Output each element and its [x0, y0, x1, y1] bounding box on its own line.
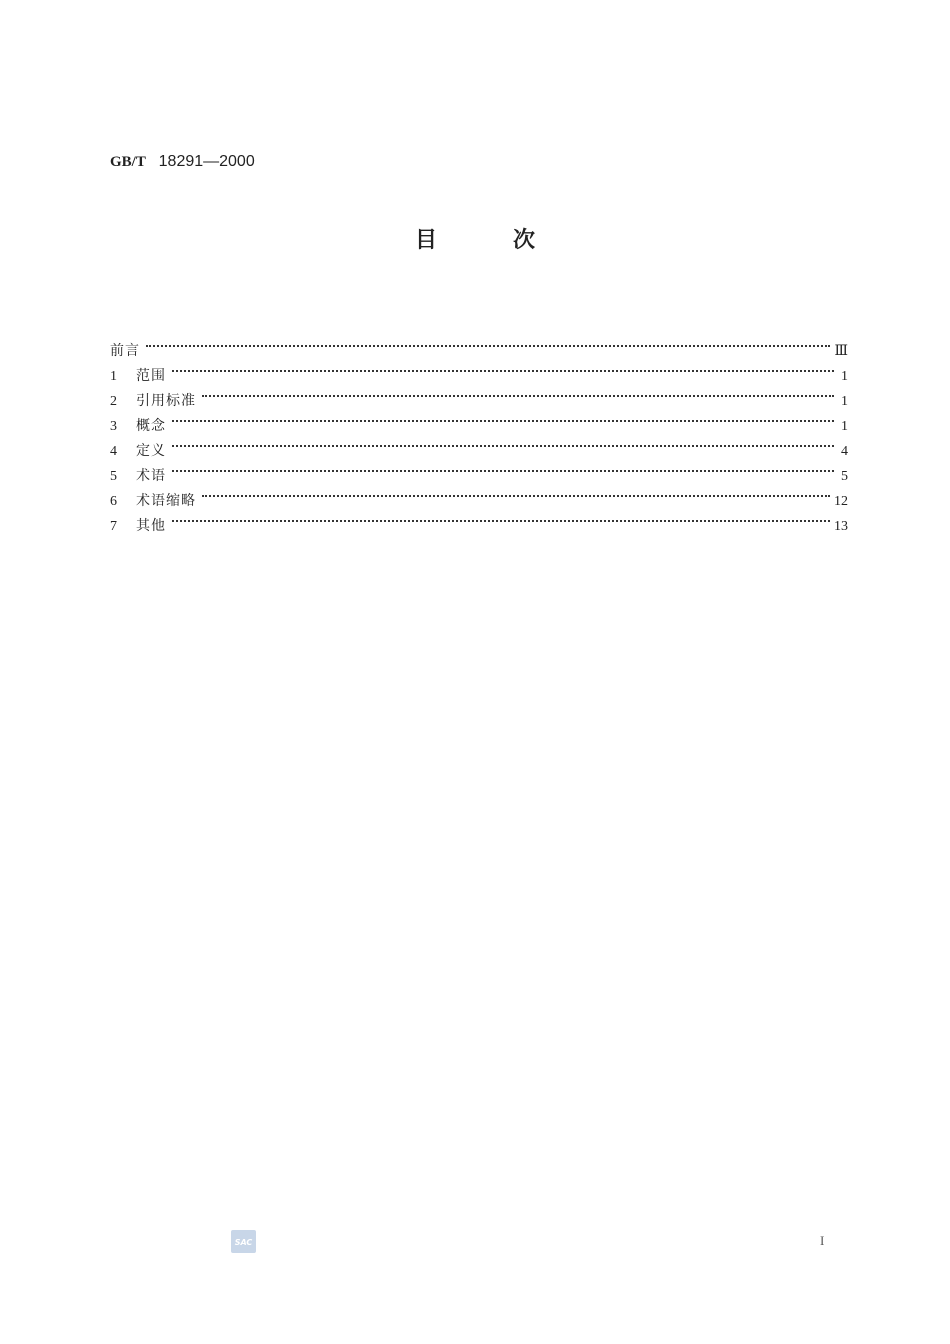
toc-entry-label: 术语 — [136, 468, 166, 484]
toc-dot-leader — [172, 430, 834, 455]
toc-entry-number: 4 — [110, 444, 117, 459]
toc-entry-number: 2 — [110, 394, 117, 409]
toc-dot-leader — [172, 355, 834, 380]
toc-entry-number: 5 — [110, 469, 117, 484]
toc-entry-number: 3 — [110, 419, 117, 434]
toc-entry-page: 4 — [841, 444, 848, 459]
sac-logo-icon — [230, 1229, 257, 1254]
toc-entry-number: 1 — [110, 369, 117, 384]
toc-entry-preface[interactable] — [110, 330, 848, 359]
toc-entry-scope[interactable] — [110, 355, 848, 384]
toc-entry-page: 12 — [834, 494, 848, 509]
toc-dot-leader — [202, 480, 830, 505]
toc-entry-normative-references[interactable] — [110, 380, 848, 409]
toc-entry-concepts[interactable] — [110, 405, 848, 434]
toc-entry-page: Ⅲ — [834, 344, 848, 359]
toc-list — [110, 330, 848, 534]
toc-entry-number: 6 — [110, 494, 117, 509]
toc-entry-abbreviations[interactable] — [110, 480, 848, 509]
toc-entry-page: 13 — [834, 519, 848, 534]
toc-dot-leader — [146, 330, 830, 355]
toc-dot-leader — [172, 505, 830, 530]
toc-title-char-2: 次 — [513, 228, 536, 253]
toc-entry-label: 其他 — [136, 518, 166, 534]
toc-dot-leader — [172, 405, 834, 430]
toc-entry-definitions[interactable] — [110, 430, 848, 459]
toc-entry-page: 5 — [841, 469, 848, 484]
toc-entry-number: 7 — [110, 519, 117, 534]
toc-entry-terms[interactable] — [110, 455, 848, 484]
sac-logo-text: SAC — [234, 1238, 253, 1247]
toc-dot-leader — [172, 455, 834, 480]
toc-title-char-1: 目 — [414, 228, 437, 253]
toc-entry-label: 概念 — [136, 418, 166, 434]
toc-entry-page: 1 — [841, 369, 848, 384]
document-header — [110, 151, 255, 172]
toc-entry-page: 1 — [841, 419, 848, 434]
standard-prefix: GB/T — [110, 154, 146, 170]
toc-entry-label: 前言 — [110, 343, 140, 359]
page-number: I — [820, 1233, 825, 1248]
toc-entry-label: 引用标准 — [136, 393, 196, 409]
toc-entry-page: 1 — [841, 394, 848, 409]
toc-entry-label: 术语缩略 — [136, 493, 196, 509]
standard-number: 18291—2000 — [158, 153, 255, 170]
toc-entry-others[interactable] — [110, 505, 848, 534]
toc-dot-leader — [202, 380, 834, 405]
toc-entry-label: 定义 — [136, 443, 166, 459]
toc-entry-label: 范围 — [136, 368, 166, 384]
toc-title — [0, 226, 950, 256]
